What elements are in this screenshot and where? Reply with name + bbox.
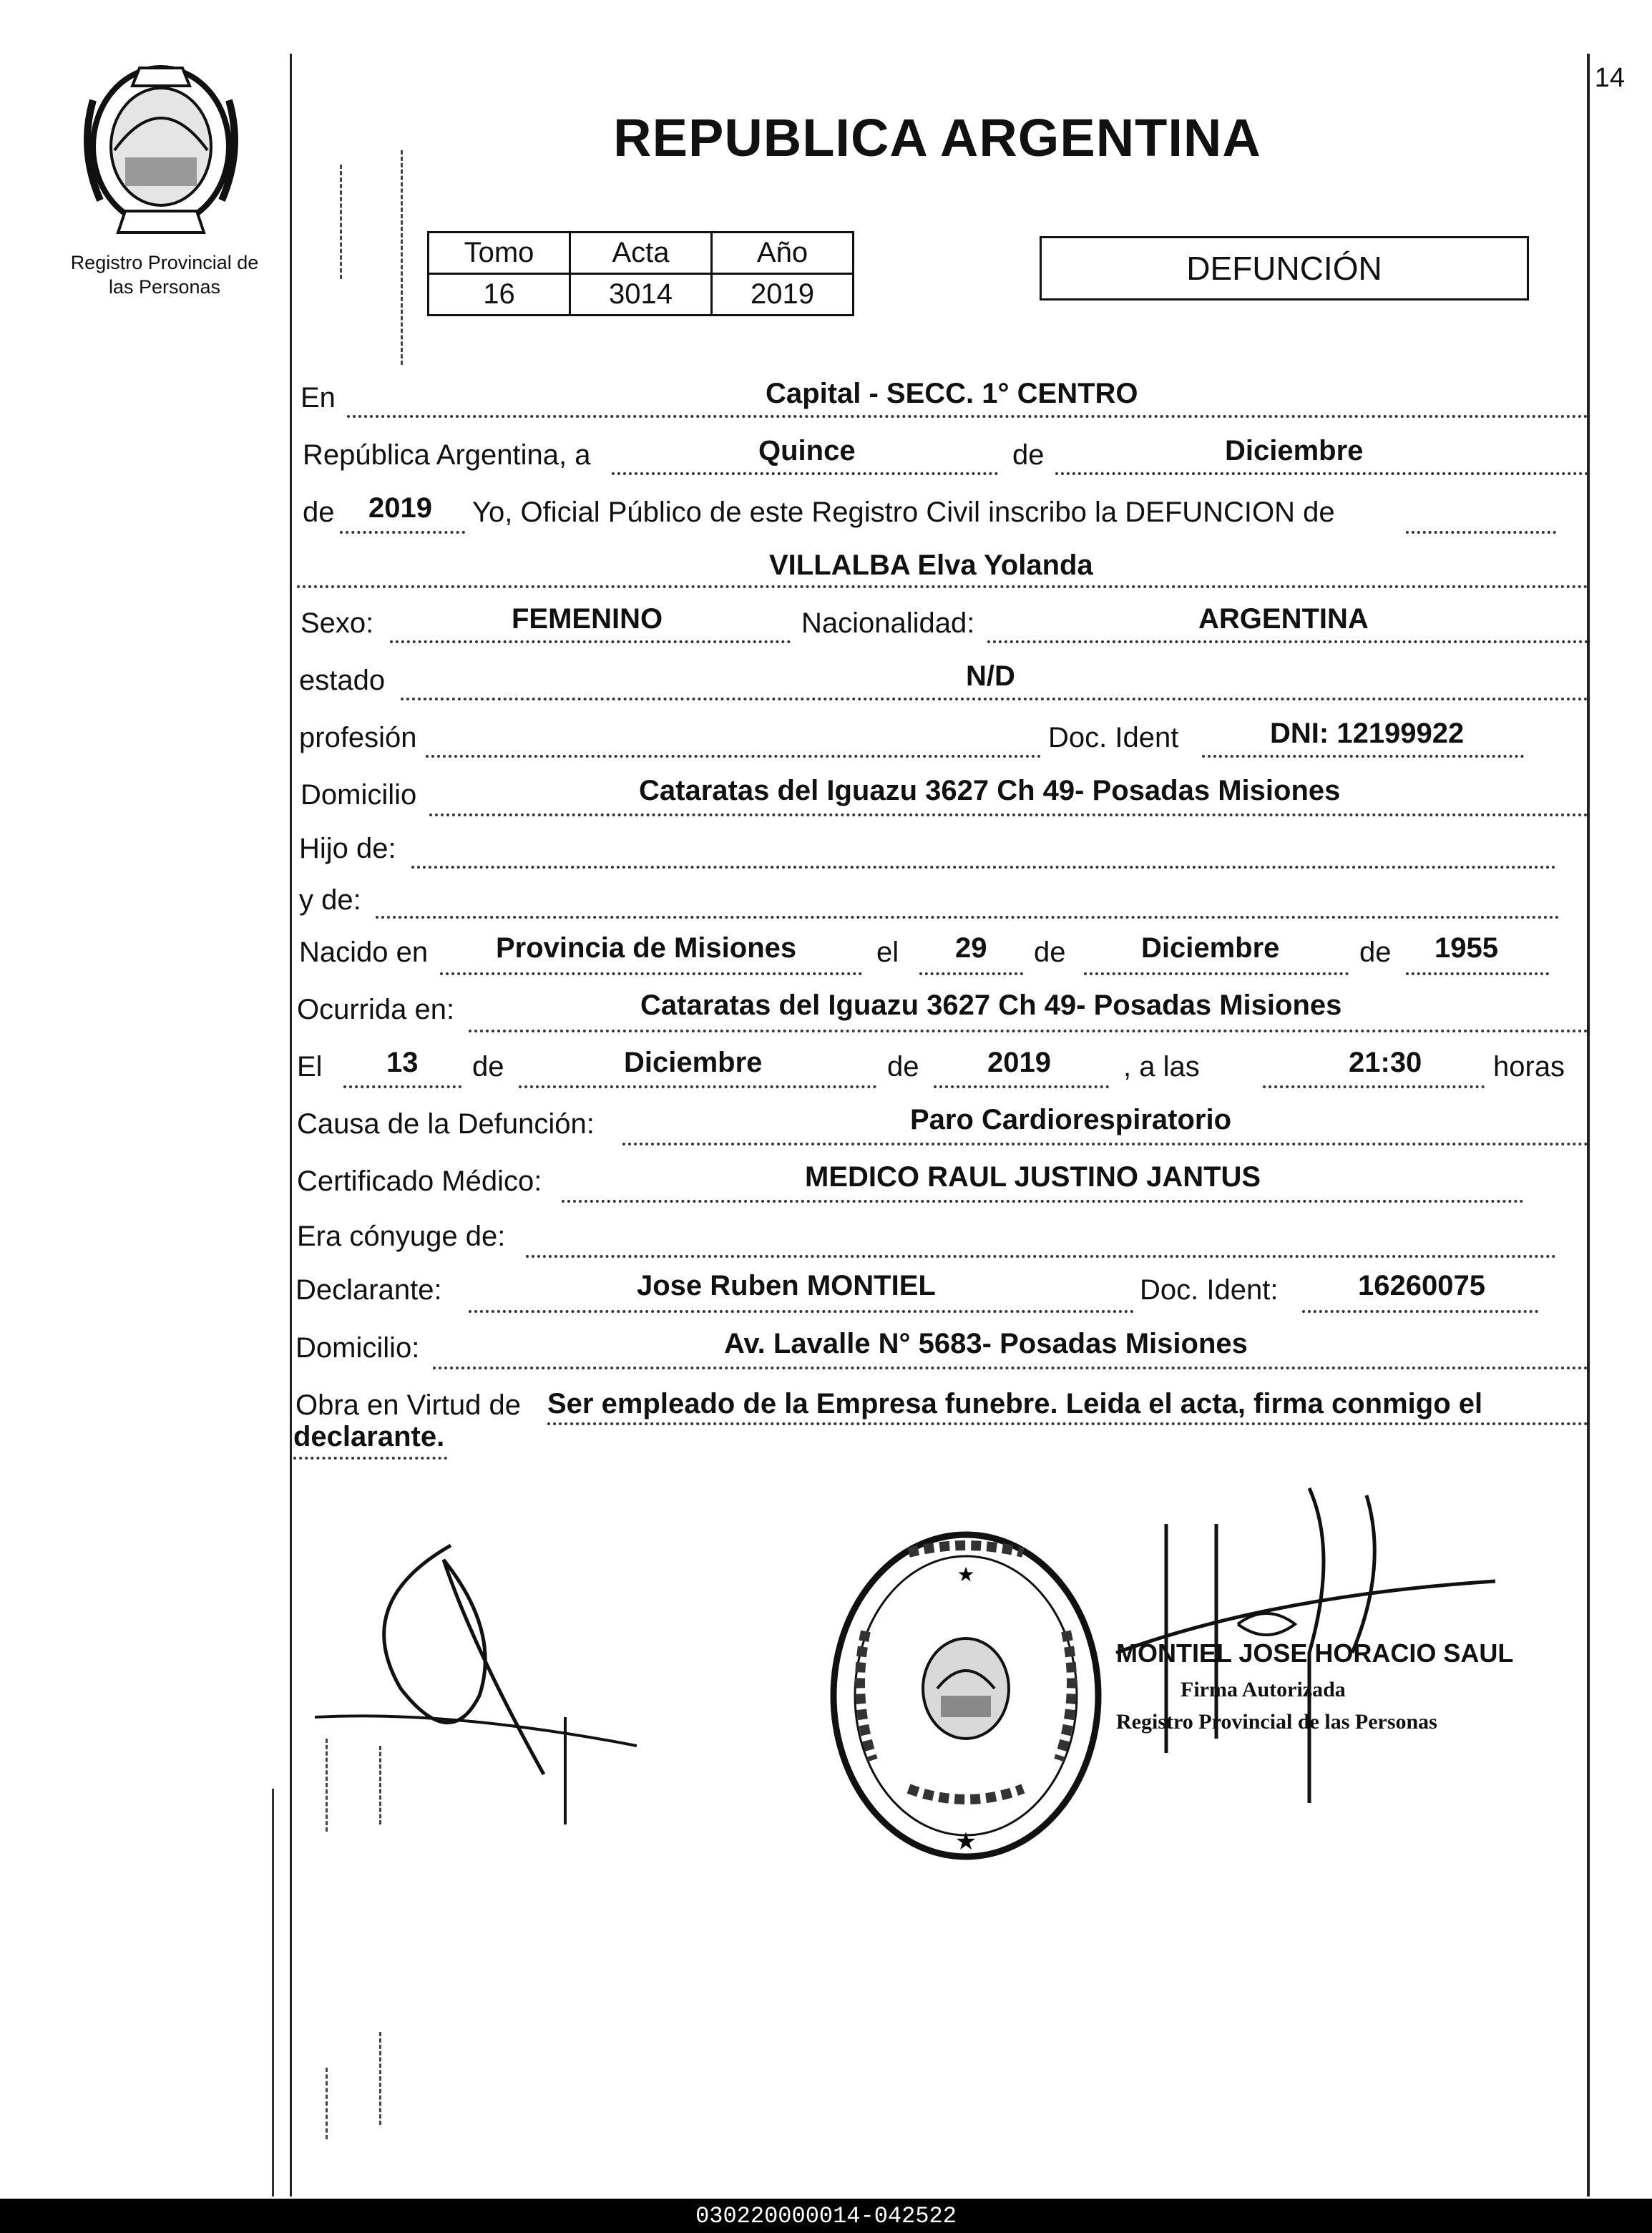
svg-text:★: ★ <box>957 1563 975 1586</box>
field-parent-1: Hijo de: <box>293 823 1587 870</box>
scan-artifact-line <box>340 165 342 279</box>
scan-artifact-line <box>379 2032 381 2125</box>
acta-value: 3014 <box>570 274 712 316</box>
document-type-box: DEFUNCIÓN <box>1040 236 1529 300</box>
field-address: Domicilio Cataratas del Iguazu 3627 Ch 49- Posadas Misiones <box>293 769 1587 816</box>
svg-text:★: ★ <box>954 1827 977 1856</box>
anio-value: 2019 <box>712 274 854 316</box>
field-sex-nationality: Sexo: FEMENINO Nacionalidad: ARGENTINA <box>293 597 1587 645</box>
registry-name: Registro Provincial de las Personas <box>70 252 259 298</box>
province-coat-of-arms-icon <box>72 57 250 243</box>
scan-artifact-line <box>401 150 403 365</box>
page-title: REPUBLICA ARGENTINA <box>613 108 1261 167</box>
official-organization: Registro Provincial de las Personas <box>1116 1710 1437 1734</box>
field-spouse: Era cónyuge de: <box>293 1211 1587 1258</box>
scan-artifact-line <box>326 2068 328 2139</box>
field-date: República Argentina, a Quince de Diciembre <box>293 429 1587 477</box>
field-death-place: Ocurrida en: Cataratas del Iguazu 3627 Ch 49- Posadas Misiones <box>293 984 1587 1031</box>
field-deceased-name: VILLALBA Elva Yolanda <box>293 544 1587 591</box>
page-number: 14 <box>1594 63 1625 93</box>
field-declarant-address: Domicilio: Av. Lavalle N° 5683- Posadas Misiones <box>293 1322 1587 1369</box>
field-cause: Causa de la Defunción: Paro Cardiorespiratorio <box>293 1098 1587 1145</box>
official-name: MONTIEL JOSE HORACIO SAUL <box>1116 1638 1514 1668</box>
official-role: Firma Autorizada <box>1181 1678 1346 1701</box>
left-margin-line <box>290 54 292 2197</box>
field-death-date: El 13 de Diciembre de 2019 , a las 21:30 horas <box>293 1041 1587 1088</box>
left-margin-line-lower <box>272 1789 274 2197</box>
right-margin-line <box>1587 54 1590 2197</box>
field-year: de 2019 Yo, Oficial Público de este Registro Civil inscribo la DEFUNCION de <box>293 487 1587 534</box>
acta-header: Acta <box>570 233 712 274</box>
anio-header: Año <box>712 233 854 274</box>
field-medical-certificate: Certificado Médico: MEDICO RAUL JUSTINO JANTUS <box>293 1155 1587 1203</box>
tomo-value: 16 <box>429 274 570 316</box>
field-civil-status: estado N/D <box>293 655 1587 702</box>
registry-seal-icon <box>823 1524 1109 1867</box>
document-barcode-footer: 030220000014-042522 <box>0 2199 1652 2233</box>
declarant-signature-icon <box>308 1538 680 1824</box>
reference-table <box>427 231 854 316</box>
tomo-header: Tomo <box>429 233 570 274</box>
field-profession-id: profesión Doc. Ident DNI: 12199922 <box>293 712 1587 759</box>
field-place: En Capital - SECC. 1° CENTRO <box>293 372 1587 419</box>
field-parent-2: y de: <box>293 874 1587 922</box>
field-declarant: Declarante: Jose Ruben MONTIEL Doc. Ident: 16260075 <box>293 1264 1587 1311</box>
field-authority: Obra en Virtud de Ser empleado de la Empresa funebre. Leida el acta, firma conmigo el declarante. <box>293 1379 1587 1472</box>
field-birth: Nacido en Provincia de Misiones el 29 de Diciembre de 1955 <box>293 927 1587 974</box>
